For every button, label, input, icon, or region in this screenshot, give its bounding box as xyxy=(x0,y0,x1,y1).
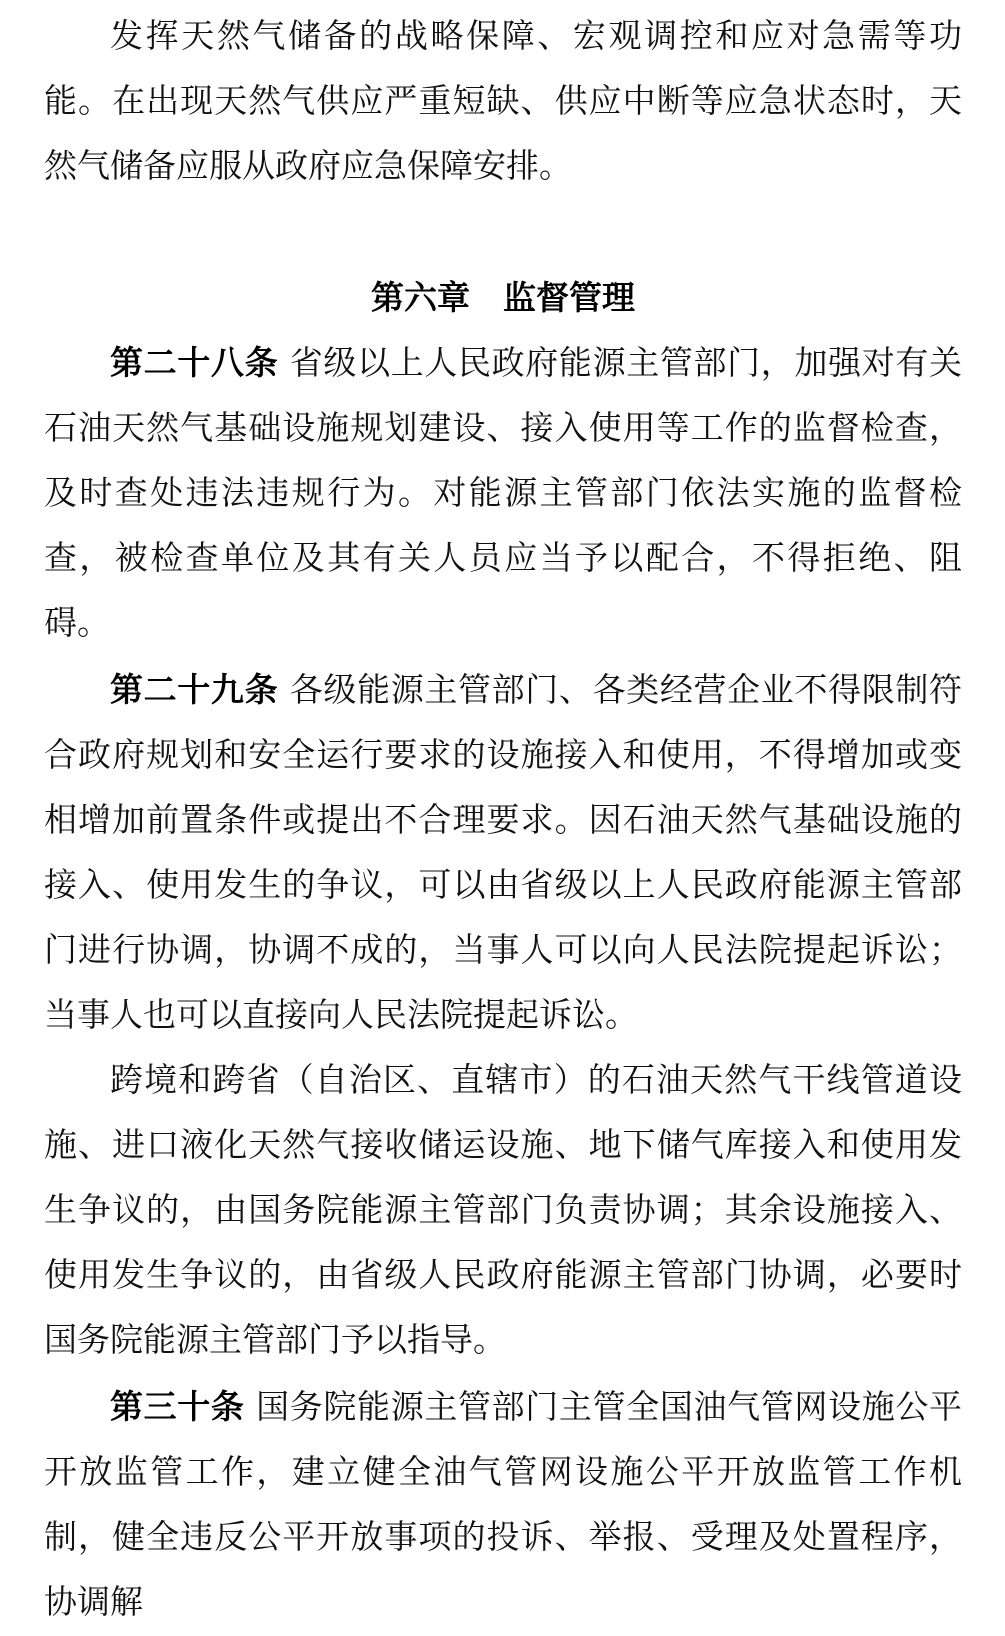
article-30-text: 国务院能源主管部门主管全国油气管网设施公平开放监管工作，建立健全油气管网设施公平开放监管工作机制，健全违反公平开放事项的投诉、举报、受理及处置程序，协调解 xyxy=(44,1390,963,1621)
article-29-text-1: 各级能源主管部门、各类经营企业不得限制符合政府规划和安全运行要求的设施接入和使用，不得增加或变相增加前置条件或提出不合理要求。因石油天然气基础设施的接入、使用发生的争议，可以由省级以上人民政府能源主管部门进行协调，协调不成的，当事人可以向人民法院提起诉讼；当事人也可以直接向人民法院提起诉讼。 xyxy=(44,673,963,1034)
article-29-number: 第二十九条 xyxy=(110,671,279,708)
article-30-paragraph xyxy=(44,1374,962,1636)
paragraph-continuation: 发挥天然气储备的战略保障、宏观调控和应对急需等功能。在出现天然气供应严重短缺、供应中断等应急状态时，天然气储备应服从政府应急保障安排。 xyxy=(44,19,962,185)
article-28-paragraph xyxy=(44,330,962,657)
article-28-number: 第二十八条 xyxy=(110,344,279,381)
article-29-paragraph-1 xyxy=(44,657,962,1049)
article-30-number: 第三十条 xyxy=(110,1388,245,1425)
article-28-text: 省级以上人民政府能源主管部门，加强对有关石油天然气基础设施规划建设、接入使用等工作的监督检查，及时查处违法违规行为。对能源主管部门依法实施的监督检查，被检查单位及其有关人员应当予以配合，不得拒绝、阻碍。 xyxy=(44,346,963,642)
chapter-heading: 第六章 监督管理 xyxy=(371,279,635,316)
article-29-paragraph-2: 跨境和跨省（自治区、直辖市）的石油天然气干线管道设施、进口液化天然气接收储运设施、地下储气库接入和使用发生争议的，由国务院能源主管部门负责协调；其余设施接入、使用发生争议的，由省级人民政府能源主管部门协调，必要时国务院能源主管部门予以指导。 xyxy=(44,1063,962,1359)
